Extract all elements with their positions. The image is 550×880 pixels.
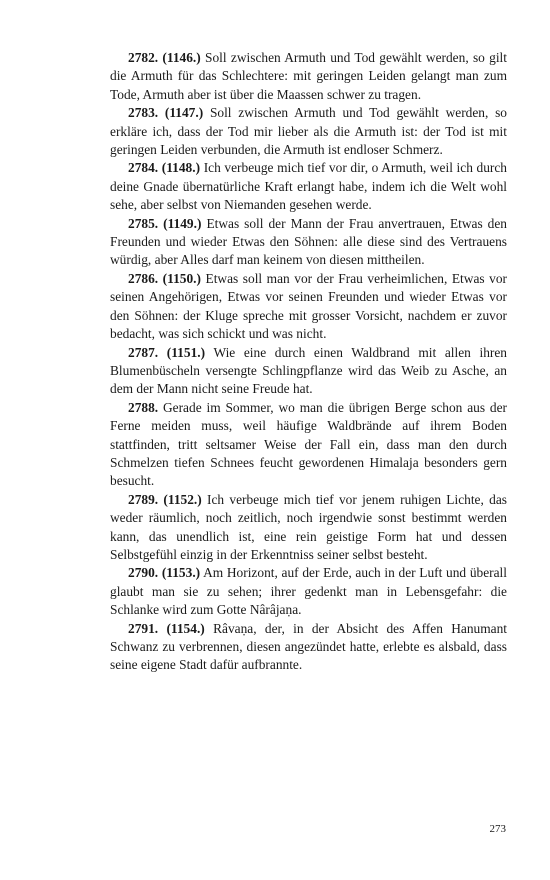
entry-number: 2790. (1153.)	[128, 565, 201, 581]
entry-2786	[110, 270, 507, 344]
entry-2791	[110, 620, 507, 675]
entry-2784	[110, 159, 507, 214]
page-body	[110, 49, 507, 675]
entry-number: 2789. (1152.)	[128, 491, 202, 507]
entry-number: 2787. (1151.)	[128, 344, 206, 360]
entry-number: 2791. (1154.)	[128, 620, 205, 636]
entry-2789	[110, 491, 507, 565]
entry-number: 2783. (1147.)	[128, 105, 204, 121]
entry-number: 2782. (1146.)	[128, 50, 201, 65]
entry-text: Am Horizont, auf der Erde, auch in der Luft und überall glaubt man sie zu sehen; ihrer gedenkt man in Lebensgefahr: die Schlanke wird zum Gotte Nârâjaṇa.	[110, 565, 507, 618]
entry-text: Soll zwischen Armuth und Tod gewählt werden, so gilt die Armuth für das Schlechtere: mit geringen Leiden gelangt man zum Tode, Armuth aber ist über die Maassen schwer zu tragen.	[110, 50, 507, 102]
entry-number: 2785. (1149.)	[128, 215, 202, 231]
entry-number: 2784. (1148.)	[128, 160, 201, 176]
entry-2787	[110, 344, 507, 399]
entry-text: Râvaṇa, der, in der Absicht des Affen Hanumant Schwanz zu verbrennen, diesen angezündet hatte, erlebte es alsbald, dass seine eigene Stadt dafür aufbrannte.	[110, 620, 507, 673]
entry-2785	[110, 215, 507, 270]
entry-2782	[110, 49, 507, 104]
entry-text: Gerade im Sommer, wo man die übrigen Berge schon aus der Ferne meiden muss, weil häufige Waldbrände auf ihrem Boden stattfinden, tritt seltsamer Weise der Fall ein, dass man den durch Schmelzen tiefen Schnees feucht gewordenen Himalaja besonders gern besucht.	[110, 399, 507, 489]
entry-text: Wie eine durch einen Waldbrand mit allen ihren Blumenbüscheln versengte Schlingpflanze wird das Weib zu Asche, an dem der Mann nicht seine Freude hat.	[110, 344, 507, 397]
entry-text: Ich verbeuge mich tief vor dir, o Armuth, weil ich durch deine Gnade übernatürliche Kraft erlangt habe, indem ich die Welt wohl sehe, aber selbst von Niemanden gesehen werde.	[110, 160, 507, 213]
entry-text: Ich verbeuge mich tief vor jenem ruhigen Lichte, das weder räumlich, noch zeitlich, noch irgendwie sonst bestimmt werden kann, das unendlich ist, eine rein geistige Form hat und dessen Selbstgefühl einzig in der Erkenntniss seiner selbst besteht.	[110, 491, 507, 562]
entry-2790	[110, 564, 507, 619]
entry-2783	[110, 104, 507, 159]
entry-2788	[110, 399, 507, 491]
entry-text: Etwas soll man vor der Frau verheimlichen, Etwas vor seinen Angehörigen, Etwas vor seinen Freunden und wieder Etwas vor den Söhnen: der Kluge spreche mit grosser Vorsicht, nachdem er zuvor bedacht, was sich schickt und was nicht.	[110, 270, 507, 342]
entry-number: 2788.	[128, 399, 159, 415]
entry-number: 2786. (1150.)	[128, 270, 201, 286]
page-number: 273	[489, 823, 506, 835]
entry-text: Etwas soll der Mann der Frau anvertrauen, Etwas den Freunden und wieder Etwas den Söhnen: alle diese sind des Vertrauens würdig, aber Alles darf man keinem von diesen mittheilen.	[110, 215, 507, 268]
entry-text: Soll zwischen Armuth und Tod gewählt werden, so erkläre ich, dass der Tod mir lieber als die Armuth ist: der Tod ist mit geringen Leiden verbunden, die Armuth ist endloser Schmerz.	[110, 105, 507, 158]
